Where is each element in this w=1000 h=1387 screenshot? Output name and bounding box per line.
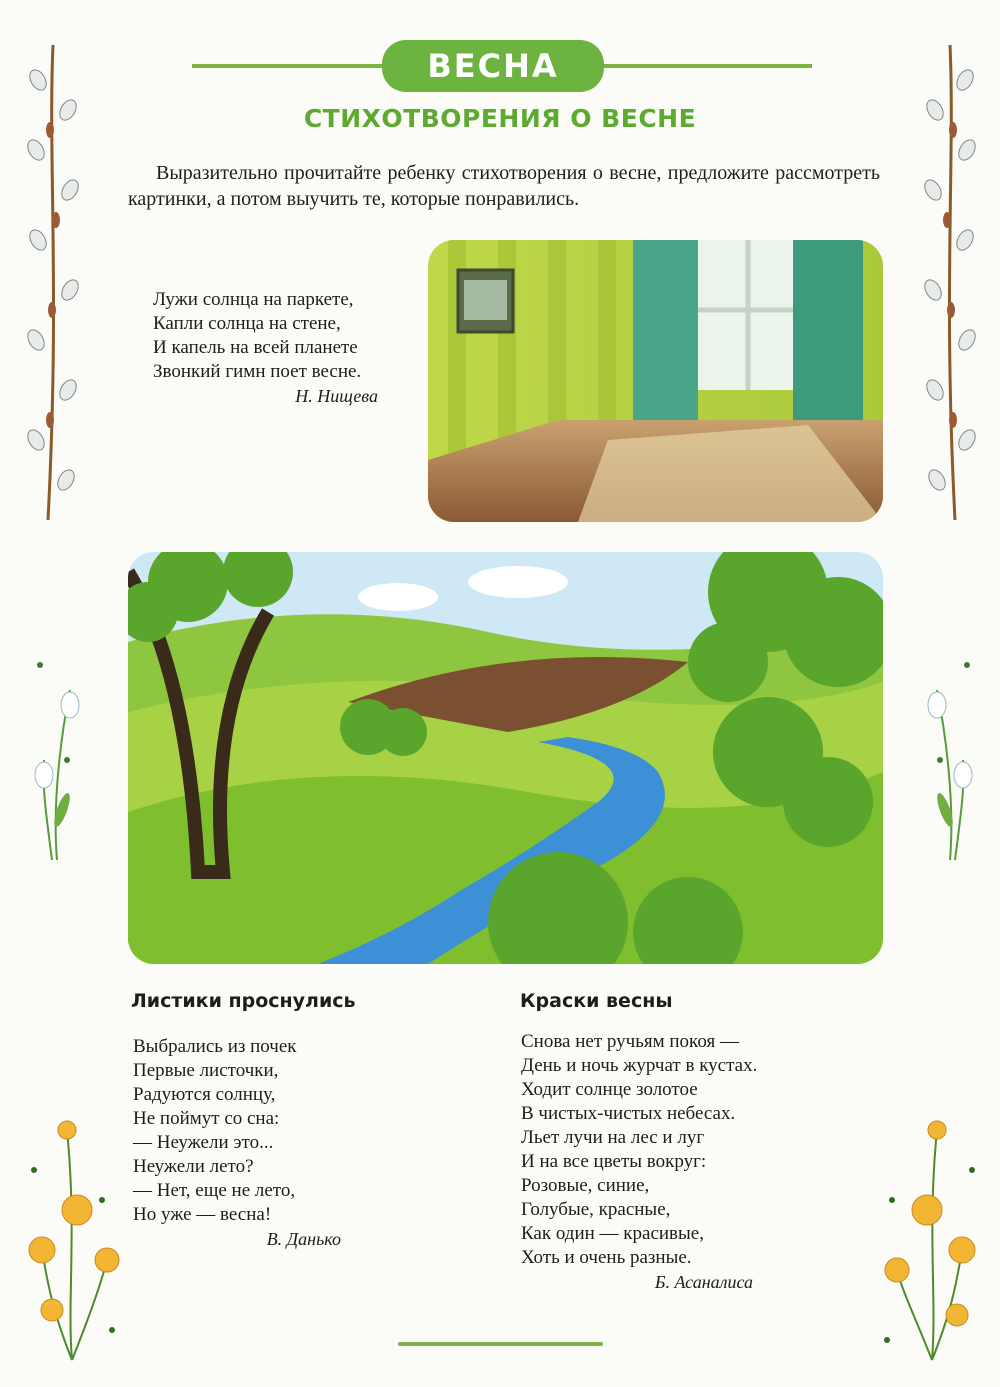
poem-line: Выбрались из почек (133, 1036, 297, 1057)
poem-author: В. Данько (266, 1229, 341, 1249)
poem-line: Капли солнца на стене, (153, 313, 341, 334)
poem-line: Лужи солнца на паркете, (153, 289, 354, 310)
willow-branch-right-decoration (915, 40, 985, 530)
poem-line: Неужели лето? (133, 1156, 254, 1177)
willow-branch-left-decoration (18, 40, 88, 530)
poem-line: Снова нет ручьям покоя — (521, 1031, 739, 1052)
room-illustration (428, 240, 883, 522)
poem-line: Хоть и очень разные. (521, 1247, 692, 1268)
poem-2 (133, 1035, 341, 1251)
bottom-rule (398, 1342, 603, 1346)
poem-3-title: Краски весны (520, 990, 673, 1012)
poem-line: Ходит солнце золотое (521, 1079, 698, 1100)
poem-2-title: Листики проснулись (131, 990, 356, 1012)
title-rule-left (192, 64, 392, 68)
poem-line: Голубые, красные, (521, 1199, 671, 1220)
poem-line: Как один — красивые, (521, 1223, 704, 1244)
yellow-flowers-right-decoration (872, 1110, 982, 1365)
poem-line: Первые листочки, (133, 1060, 279, 1081)
poem-author: Б. Асаналиса (654, 1272, 753, 1292)
yellow-flowers-left-decoration (22, 1110, 122, 1365)
poem-line: День и ночь журчат в кустах. (521, 1055, 758, 1076)
snowdrop-right-decoration (915, 650, 985, 870)
poem-line: Льет лучи на лес и луг (521, 1127, 705, 1148)
poem-line: И на все цветы вокруг: (521, 1151, 707, 1172)
poem-line: Радуются солнцу, (133, 1084, 276, 1105)
poem-1 (153, 288, 378, 408)
poem-line: — Неужели это... (133, 1132, 274, 1153)
title-rule-right (594, 64, 812, 68)
snowdrop-left-decoration (22, 650, 92, 870)
section-title: ВЕСНА (382, 40, 604, 92)
poem-line: Розовые, синие, (521, 1175, 650, 1196)
poem-author: Н. Нищева (295, 386, 378, 406)
poem-line: В чистых-чистых небесах. (521, 1103, 736, 1124)
intro-text: Выразительно прочитайте ребенку стихотворения о весне, предложите рассмотреть картинки, а потом выучить те, которые понравились. (128, 162, 880, 210)
poem-line: И капель на всей планете (153, 337, 358, 358)
poem-3 (521, 1030, 758, 1294)
poem-line: Но уже — весна! (133, 1204, 272, 1225)
page-subtitle: СТИХОТВОРЕНИЯ О ВЕСНЕ (303, 104, 697, 133)
poem-line: Звонкий гимн поет весне. (153, 361, 362, 382)
poem-line: — Нет, еще не лето, (133, 1180, 296, 1201)
poem-line: Не поймут со сна: (133, 1108, 280, 1129)
landscape-illustration (128, 552, 883, 964)
